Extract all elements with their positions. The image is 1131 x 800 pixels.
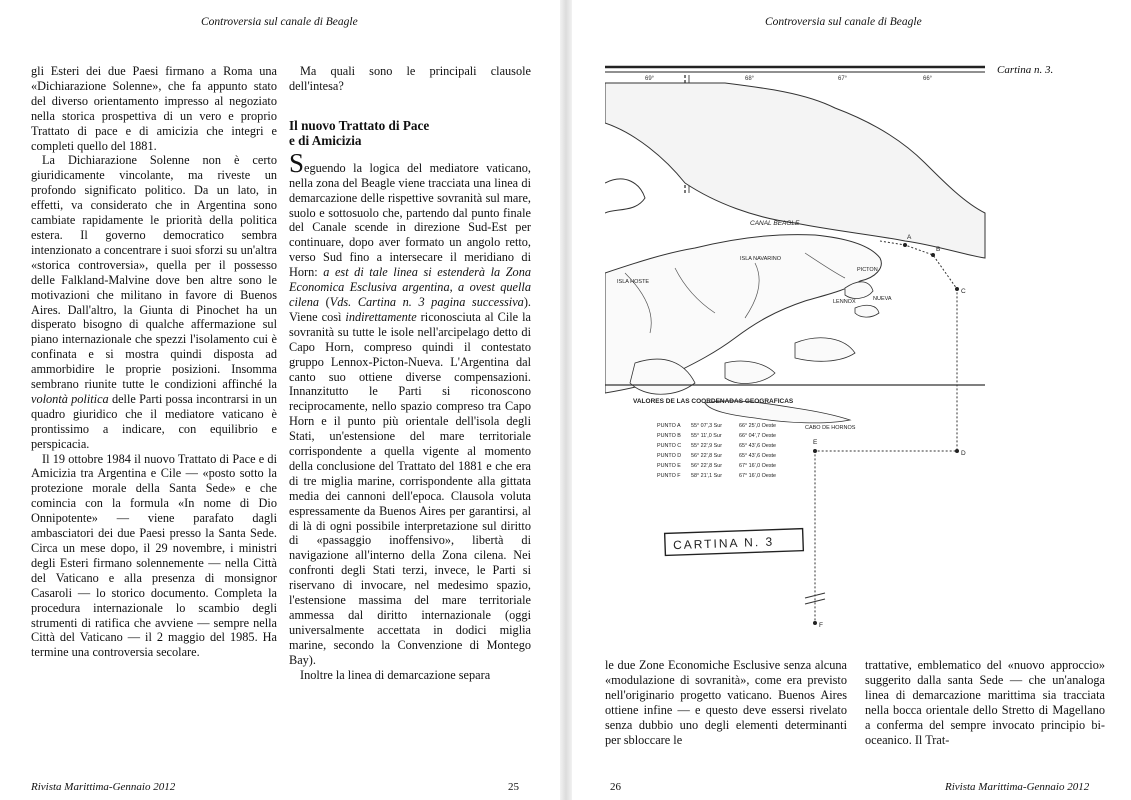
point-marker [931, 253, 935, 257]
coord-lat: 56° 22',8 Sur [691, 463, 723, 469]
coord-lat: 56° 22',8 Sur [691, 453, 723, 459]
island-label: PICTON [857, 267, 878, 273]
left-page [0, 0, 560, 800]
journal-name: Rivista Marittima-Gennaio 2012 [945, 781, 1090, 793]
paragraph [289, 147, 531, 668]
coord-lon: 65° 43',6 Oeste [739, 443, 777, 449]
text-run: ). Viene così [289, 294, 531, 324]
coord-lon: 67° 16',0 Oeste [739, 463, 777, 469]
island-label: ISLA HOSTE [617, 279, 650, 285]
italic-run: indirettamente [345, 309, 417, 324]
page-number: 26 [610, 781, 621, 793]
point-letter: C [961, 288, 966, 295]
heading-line: e di Amicizia [289, 133, 362, 149]
coordinates-title: VALORES DE LAS COORDENADAS GEOGRAFICAS [633, 398, 794, 405]
running-head: Controversia sul canale di Beagle [765, 16, 922, 28]
coord-lon: 65° 43',6 Oeste [739, 453, 777, 459]
point-letter: D [961, 450, 966, 457]
paragraph: Il 19 ottobre 1984 il nuovo Trattato di Pace e di Amicizia tra Argentina e Cile — «posto sotto la protezione morale della Santa Sede» e che comincia con la formula «In nome di Dio Onnipotente» — viene parafato dagli ambasciatori dei due Paesi presso la Santa Sede. Circa un mese dopo, il 29 novembre, i ministri degli Esteri firmano solennemente — nella Città del Vaticano e alla presenza di monsignor Casaroli — lo storico documento. Completa la procedura internazionale lo scambio degli strumenti di ratifica che avviene — sempre nella Città del Vaticano — il 2 maggio del 1985. Ha termine una controversia secolare. [31, 451, 277, 660]
paragraph: Inoltre la linea di demarcazione separa [300, 667, 491, 682]
map-caption: Cartina n. 3. [997, 64, 1054, 76]
cross-reference: Vds. Cartina n. 3 pagina successiva [329, 294, 524, 309]
cape-label: CABO DE HORNOS [805, 425, 856, 431]
island-label: LENNOX [833, 299, 856, 305]
paragraph: La Dichiarazione Solenne non è certo giuridicamente vincolante, ma riveste un profondo significato politico. Da un lato, in effetti, va considerato che in Argentina sono cambiate rapidamente le priorità della politica estera. Il governo democratico sembra intenzionato a concentrare i suoi sforzi su un'altra «storica controversia», quella per il possesso delle Falkland-Malvine dove ben altre sono le motivazioni che militano in favore di Buenos Aires. Dall'altro, la Giunta di Pinochet ha un disperato bisogno di qualche affermazione sul piano internazionale che spezzi l'isolamento cui è confinata e si mostra quindi disposta ad ammorbidire le proprie posizioni. Insomma sembrano riunite tutte le condizioni affinché la volontà politica delle Parti possa incontrarsi in un quadro giuridico che il mediatore vaticano è prontissimo a indicare, con equilibrio e perspicacia. [31, 153, 278, 451]
point-marker [955, 449, 959, 453]
point-letter: B [936, 246, 941, 253]
paragraph: Ma quali sono le principali clausole dell'intesa? [289, 64, 531, 93]
coord-lon: 67° 16',0 Oeste [739, 473, 777, 479]
longitude-label: 68° [745, 76, 755, 82]
channel-label: CANAL BEAGLE [750, 220, 800, 227]
coord-point: PUNTO A [657, 423, 681, 429]
italic-run: volontà politica [31, 391, 109, 406]
longitude-label: 69° [645, 76, 655, 82]
coord-lon: 66° 25',0 Oeste [739, 423, 777, 429]
paragraph: gli Esteri dei due Paesi firmano a Roma una «Dichiarazione Solenne», che fa appunto stato del diverso orientamento impresso al negoziato nella storica prospettiva di un vero e proprio Trattato di pace e di amicizia che integri e completi quello del 1881. [31, 64, 277, 153]
coord-point: PUNTO B [657, 433, 681, 439]
italic-run: a est di tale linea si estenderà la Zona Economica Esclusiva argentina, a ovest quella cilena [289, 265, 531, 309]
paragraph: le due Zone Economiche Esclusive senza alcuna «modulazione di sovranità», come era previsto nell'originario progetto vaticano. Buenos Aires ottiene infine — e questo deve essersi rivelato senza dubbio uno degli elementi determinanti per sbloccare le [605, 658, 847, 747]
point-letter: E [813, 439, 818, 446]
coord-point: PUNTO D [657, 453, 682, 459]
longitude-label: 67° [838, 76, 848, 82]
longitude-label: 66° [923, 76, 933, 82]
coord-lon: 66° 04',7 Oeste [739, 433, 777, 439]
paragraph: trattative, emblematico del «nuovo approccio» suggerito dalla santa Sede — che un'analoga linea di demarcazione marittima sia tracciata nella bocca orientale dello Stretto di Magellano a conferma del sempre invocato principio bi-oceanico. Il Trat- [865, 658, 1105, 747]
left-column-2 [289, 64, 531, 683]
point-letter: F [819, 622, 823, 629]
running-head: Controversia sul canale di Beagle [201, 16, 358, 28]
left-column-1 [31, 64, 277, 660]
point-letter: A [907, 234, 912, 241]
right-column-2 [865, 658, 1105, 747]
point-marker [813, 621, 817, 625]
gutter [560, 0, 572, 800]
text-run: riconosciuta al Cile la sovranità su tutte le isole nell'arcipelago detto di Capo Horn, compreso quindi il contestato gruppo Lennox-Picton-Nueva. L'Argentina dal canto suo ottiene diverse compensazioni. Innanzitutto le Parti si riconoscono reciprocamente, nello spazio compreso tra Capo Horn e il punto più orientale dell'isola degli Stati, un'estensione del mare territoriale corrispondente a quella vigente al momento della conclusione del Trattato del 1881 e che era di tre miglia marine, corrispondente alla gittata media dei cannoni dell'epoca. Clausola voluta espressamente da Buenos Aires per garantirsi, al di là di ogni possibile interpretazione sul diritto di «passaggio inoffensivo», libertà di navigazione all'interno della Zona cilena. Nei confronti degli Stati terzi, invece, le Parti si riservano di invocare, nel medesimo spazio, l'estensione massima del mare territoriale ammessa dal diritto internazionale (oggi universalmente accettata in dodici miglia marine, secondo la Convenzione di Montego Bay). [289, 309, 531, 667]
section-heading [289, 118, 531, 149]
point-marker [955, 287, 959, 291]
beagle-map [605, 63, 1125, 653]
coord-lat: 58° 21',1 Sur [691, 473, 723, 479]
footer-journal [945, 781, 1089, 793]
coord-point: PUNTO F [657, 473, 681, 479]
footer-journal [31, 781, 175, 793]
text-run: Seguendo la logica del mediatore vaticano, nella zona del Beagle viene tracciata una linea di demarcazione delle rispettive sovranità sul mare, suolo e sottosuolo che, partendo dal punto finale del Canale scende in direzione Sud-Est per continuare, dopo aver formato un angolo retto, verso Sud fino a intersecare il meridiano di Horn: [289, 147, 531, 280]
island-label: NUEVA [873, 296, 892, 302]
heading-line: Il nuovo Trattato di Pace [289, 117, 430, 133]
stamp-label: CARTINA N. 3 [672, 534, 775, 553]
page-number: 25 [508, 781, 519, 793]
map-figure [605, 63, 1125, 653]
point-marker [813, 449, 817, 453]
right-page [572, 0, 1131, 800]
coord-lat: 55° 11',0 Sur [691, 433, 722, 439]
point-marker [903, 243, 907, 247]
right-column-1 [605, 658, 847, 747]
journal-name: Rivista Marittima-Gennaio 2012 [31, 781, 176, 793]
coord-point: PUNTO C [657, 443, 682, 449]
coord-lat: 55° 07',3 Sur [691, 423, 723, 429]
coord-lat: 55° 22',9 Sur [691, 443, 723, 449]
coord-point: PUNTO E [657, 463, 681, 469]
text-run: ( [319, 294, 330, 309]
island-label: ISLA NAVARINO [740, 256, 782, 262]
